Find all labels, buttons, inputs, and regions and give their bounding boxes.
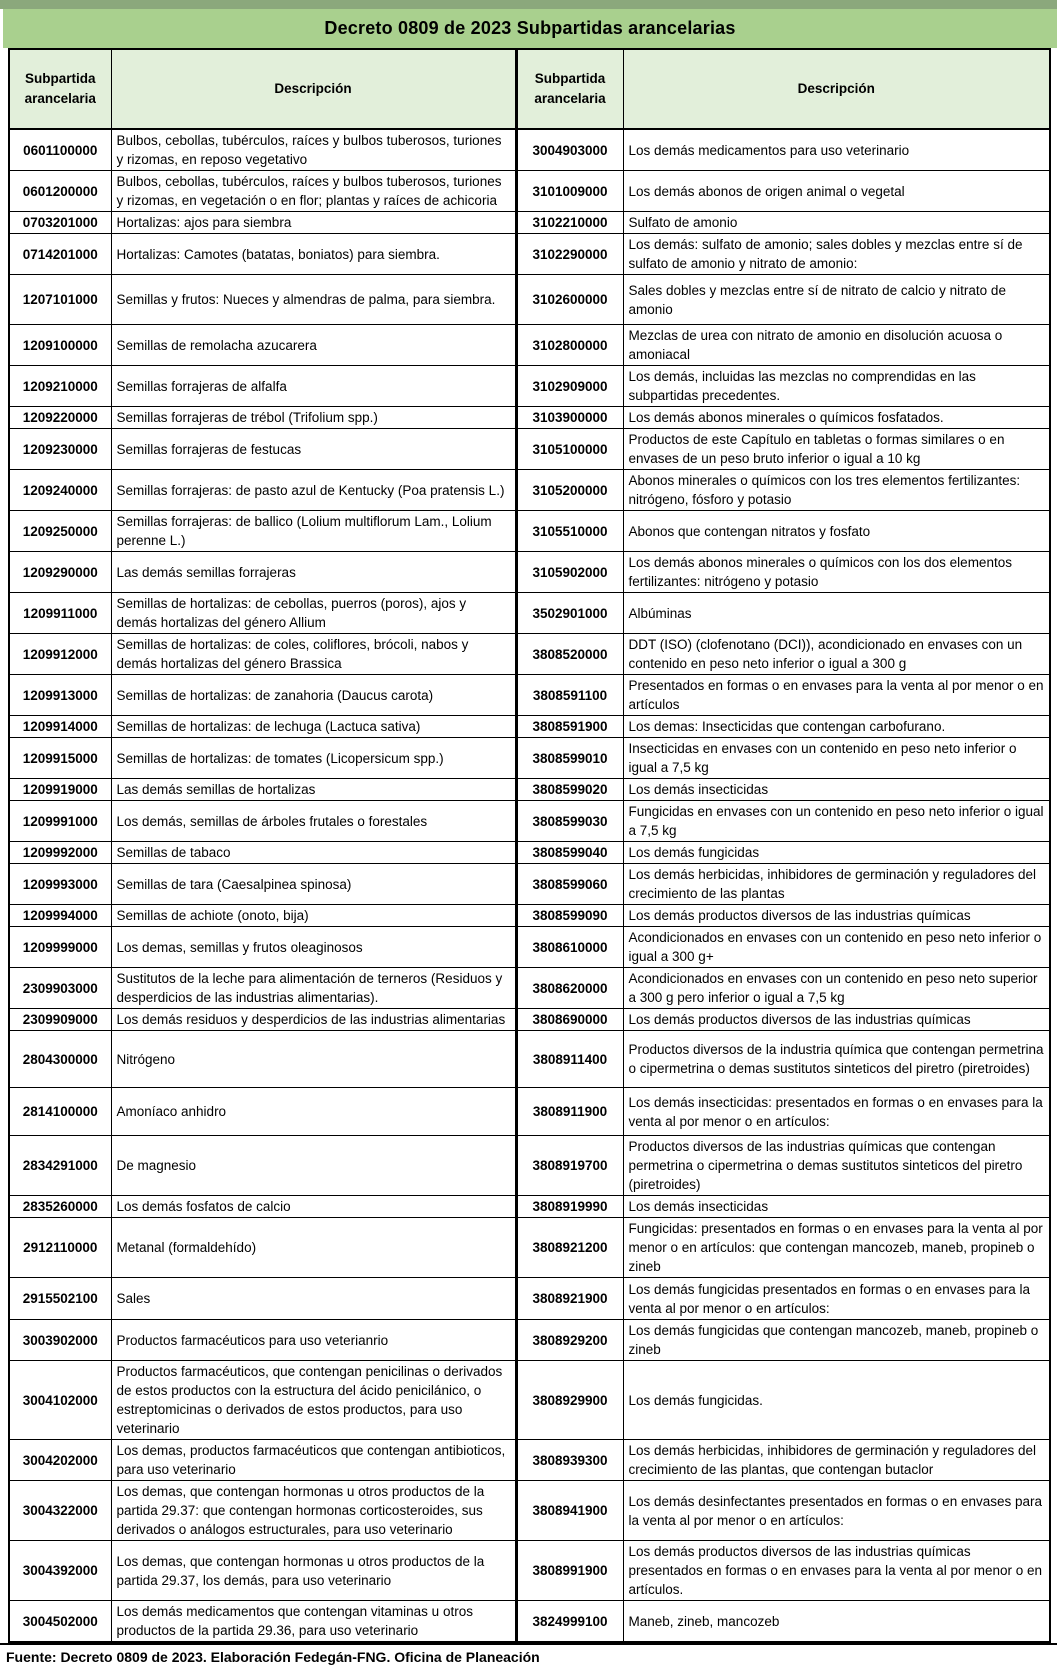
code-cell-left: 1209914000 bbox=[9, 716, 111, 738]
code-cell-left: 1209993000 bbox=[9, 864, 111, 905]
desc-cell-left: Productos farmacéuticos, que contengan penicilinas o derivados de estos productos con la estructura del ácido penicilánico, o estreptomicinas o derivados de estos productos, para uso veterinario bbox=[111, 1361, 516, 1440]
table-row bbox=[9, 1361, 1050, 1440]
code-cell-right: 3824999100 bbox=[516, 1601, 623, 1643]
code-cell-left: 2309903000 bbox=[9, 968, 111, 1009]
desc-cell-left: Semillas forrajeras de alfalfa bbox=[111, 366, 516, 407]
column-header-desc-left: Descripción bbox=[111, 49, 516, 129]
code-cell-right: 3102210000 bbox=[516, 212, 623, 234]
code-cell-right: 3105510000 bbox=[516, 511, 623, 552]
table-row bbox=[9, 275, 1050, 325]
code-cell-right: 3808599030 bbox=[516, 801, 623, 842]
table-row bbox=[9, 1440, 1050, 1481]
table-row bbox=[9, 366, 1050, 407]
table-row bbox=[9, 1320, 1050, 1361]
code-cell-right: 3808919700 bbox=[516, 1136, 623, 1196]
code-cell-right: 3808520000 bbox=[516, 634, 623, 675]
code-cell-left: 3004102000 bbox=[9, 1361, 111, 1440]
code-cell-right: 3808929900 bbox=[516, 1361, 623, 1440]
code-cell-right: 3808610000 bbox=[516, 927, 623, 968]
table-row bbox=[9, 1278, 1050, 1320]
desc-cell-left: Semillas de hortalizas: de tomates (Licopersicum spp.) bbox=[111, 738, 516, 779]
code-cell-left: 2309909000 bbox=[9, 1009, 111, 1031]
desc-cell-right: Los demás insecticidas: presentados en formas o en envases para la venta al por menor o en artículos: bbox=[623, 1088, 1050, 1136]
desc-cell-right: Productos diversos de las industrias químicas que contengan permetrina o cipermetrina o demas sustitutos sinteticos del piretro (piretroides) bbox=[623, 1136, 1050, 1196]
table-row bbox=[9, 968, 1050, 1009]
code-cell-right: 3808921900 bbox=[516, 1278, 623, 1320]
desc-cell-left: Los demas, que contengan hormonas u otros productos de la partida 29.37, los demás, para uso veterinario bbox=[111, 1541, 516, 1601]
desc-cell-left: Amoníaco anhidro bbox=[111, 1088, 516, 1136]
desc-cell-right: Los demás productos diversos de las industrias químicas presentados en formas o en envases para la venta al por menor o en artículos. bbox=[623, 1541, 1050, 1601]
code-cell-right: 3808591100 bbox=[516, 675, 623, 716]
code-cell-left: 2814100000 bbox=[9, 1088, 111, 1136]
code-cell-left: 0703201000 bbox=[9, 212, 111, 234]
code-cell-right: 3808911900 bbox=[516, 1088, 623, 1136]
desc-cell-right: Los demás: sulfato de amonio; sales dobles y mezclas entre sí de sulfato de amonio y nitrato de amonio: bbox=[623, 234, 1050, 275]
code-cell-right: 3808690000 bbox=[516, 1009, 623, 1031]
desc-cell-left: Sustitutos de la leche para alimentación de terneros (Residuos y desperdicios de las industrias alimentarias). bbox=[111, 968, 516, 1009]
desc-cell-left: Hortalizas: Camotes (batatas, boniatos) para siembra. bbox=[111, 234, 516, 275]
desc-cell-right: Los demás desinfectantes presentados en formas o en envases para la venta al por menor o en artículos: bbox=[623, 1481, 1050, 1541]
desc-cell-right: Los demás fungicidas bbox=[623, 842, 1050, 864]
desc-cell-right: Fungicidas: presentados en formas o en envases para la venta al por menor o en artículos: que contengan mancozeb, maneb, propineb o zineb bbox=[623, 1218, 1050, 1278]
table-row bbox=[9, 511, 1050, 552]
desc-cell-left: Semillas de hortalizas: de zanahoria (Daucus carota) bbox=[111, 675, 516, 716]
code-cell-left: 2915502100 bbox=[9, 1278, 111, 1320]
code-cell-right: 3808620000 bbox=[516, 968, 623, 1009]
desc-cell-right: Acondicionados en envases con un contenido en peso neto superior a 300 g pero inferior o igual a 7,5 kg bbox=[623, 968, 1050, 1009]
desc-cell-right: Los demás fungicidas que contengan mancozeb, maneb, propineb o zineb bbox=[623, 1320, 1050, 1361]
code-cell-right: 3102290000 bbox=[516, 234, 623, 275]
table-row bbox=[9, 1196, 1050, 1218]
desc-cell-left: Metanal (formaldehído) bbox=[111, 1218, 516, 1278]
code-cell-left: 3004392000 bbox=[9, 1541, 111, 1601]
desc-cell-right: Los demás herbicidas, inhibidores de germinación y reguladores del crecimiento de las plantas bbox=[623, 864, 1050, 905]
code-cell-left: 3003902000 bbox=[9, 1320, 111, 1361]
code-cell-left: 1209913000 bbox=[9, 675, 111, 716]
desc-cell-right: DDT (ISO) (clofenotano (DCI)), acondicionado en envases con un contenido en peso neto inferior o igual a 300 g bbox=[623, 634, 1050, 675]
code-cell-left: 2912110000 bbox=[9, 1218, 111, 1278]
desc-cell-left: Productos farmacéuticos para uso veterianrio bbox=[111, 1320, 516, 1361]
page-title: Decreto 0809 de 2023 Subpartidas arancelarias bbox=[3, 9, 1057, 48]
desc-cell-left: Semillas de hortalizas: de coles, coliflores, brócoli, nabos y demás hortalizas del género Brassica bbox=[111, 634, 516, 675]
table-row bbox=[9, 801, 1050, 842]
table-row bbox=[9, 325, 1050, 366]
desc-cell-right: Abonos que contengan nitratos y fosfato bbox=[623, 511, 1050, 552]
code-cell-left: 3004502000 bbox=[9, 1601, 111, 1643]
desc-cell-right: Los demás herbicidas, inhibidores de germinación y reguladores del crecimiento de las plantas, que contengan butaclor bbox=[623, 1440, 1050, 1481]
table-row bbox=[9, 171, 1050, 212]
table-row bbox=[9, 779, 1050, 801]
desc-cell-left: Semillas de tabaco bbox=[111, 842, 516, 864]
code-cell-right: 3102909000 bbox=[516, 366, 623, 407]
code-cell-left: 2804300000 bbox=[9, 1031, 111, 1088]
code-cell-left: 0601100000 bbox=[9, 129, 111, 171]
table-row bbox=[9, 1481, 1050, 1541]
desc-cell-right: Los demás abonos minerales o químicos con los dos elementos fertilizantes: nitrógeno y potasio bbox=[623, 552, 1050, 593]
code-cell-left: 1209210000 bbox=[9, 366, 111, 407]
code-cell-right: 3808991900 bbox=[516, 1541, 623, 1601]
table-row bbox=[9, 927, 1050, 968]
desc-cell-left: Bulbos, cebollas, tubérculos, raíces y bulbos tuberosos, turiones y rizomas, en vegetación o en flor; plantas y raíces de achicoria bbox=[111, 171, 516, 212]
desc-cell-right: Acondicionados en envases con un contenido en peso neto inferior o igual a 300 g+ bbox=[623, 927, 1050, 968]
code-cell-left: 1209230000 bbox=[9, 429, 111, 470]
desc-cell-left: Semillas forrajeras de trébol (Trifolium spp.) bbox=[111, 407, 516, 429]
code-cell-right: 3808929200 bbox=[516, 1320, 623, 1361]
desc-cell-right: Insecticidas en envases con un contenido en peso neto inferior o igual a 7,5 kg bbox=[623, 738, 1050, 779]
desc-cell-left: Bulbos, cebollas, tubérculos, raíces y bulbos tuberosos, turiones y rizomas, en reposo vegetativo bbox=[111, 129, 516, 171]
code-cell-right: 3101009000 bbox=[516, 171, 623, 212]
code-cell-right: 3808599060 bbox=[516, 864, 623, 905]
code-cell-left: 1209250000 bbox=[9, 511, 111, 552]
code-cell-right: 3105100000 bbox=[516, 429, 623, 470]
table-row bbox=[9, 1136, 1050, 1196]
table-row bbox=[9, 407, 1050, 429]
desc-cell-right: Los demás insecticidas bbox=[623, 779, 1050, 801]
desc-cell-right: Los demás productos diversos de las industrias químicas bbox=[623, 1009, 1050, 1031]
code-cell-left: 3004322000 bbox=[9, 1481, 111, 1541]
table-row bbox=[9, 738, 1050, 779]
desc-cell-right: Los demás fungicidas presentados en formas o en envases para la venta al por menor o en artículos: bbox=[623, 1278, 1050, 1320]
code-cell-left: 2834291000 bbox=[9, 1136, 111, 1196]
code-cell-right: 3502901000 bbox=[516, 593, 623, 634]
desc-cell-left: Los demás medicamentos que contengan vitaminas u otros productos de la partida 29.36, para uso veterinario bbox=[111, 1601, 516, 1643]
header-row bbox=[9, 49, 1050, 129]
table-row bbox=[9, 429, 1050, 470]
desc-cell-right: Los demás medicamentos para uso veterinario bbox=[623, 129, 1050, 171]
desc-cell-right: Presentados en formas o en envases para la venta al por menor o en artículos bbox=[623, 675, 1050, 716]
code-cell-right: 3102800000 bbox=[516, 325, 623, 366]
table-row bbox=[9, 675, 1050, 716]
code-cell-right: 3004903000 bbox=[516, 129, 623, 171]
desc-cell-left: Semillas forrajeras: de ballico (Lolium multiflorum Lam., Lolium perenne L.) bbox=[111, 511, 516, 552]
code-cell-right: 3808921200 bbox=[516, 1218, 623, 1278]
table-row bbox=[9, 864, 1050, 905]
desc-cell-left: Las demás semillas forrajeras bbox=[111, 552, 516, 593]
code-cell-right: 3808911400 bbox=[516, 1031, 623, 1088]
code-cell-left: 1209994000 bbox=[9, 905, 111, 927]
desc-cell-left: Los demás fosfatos de calcio bbox=[111, 1196, 516, 1218]
code-cell-left: 1209100000 bbox=[9, 325, 111, 366]
code-cell-left: 1209919000 bbox=[9, 779, 111, 801]
desc-cell-right: Los demás, incluidas las mezclas no comprendidas en las subpartidas precedentes. bbox=[623, 366, 1050, 407]
desc-cell-left: Los demás residuos y desperdicios de las industrias alimentarias bbox=[111, 1009, 516, 1031]
top-green-strip bbox=[0, 0, 1057, 9]
desc-cell-right: Los demás abonos de origen animal o vegetal bbox=[623, 171, 1050, 212]
desc-cell-left: Semillas forrajeras: de pasto azul de Kentucky (Poa pratensis L.) bbox=[111, 470, 516, 511]
column-header-desc-right: Descripción bbox=[623, 49, 1050, 129]
code-cell-left: 0601200000 bbox=[9, 171, 111, 212]
table-header bbox=[9, 49, 1050, 129]
code-cell-right: 3105902000 bbox=[516, 552, 623, 593]
table-row bbox=[9, 212, 1050, 234]
desc-cell-left: Semillas de achiote (onoto, bija) bbox=[111, 905, 516, 927]
table-row bbox=[9, 470, 1050, 511]
desc-cell-left: De magnesio bbox=[111, 1136, 516, 1196]
code-cell-right: 3102600000 bbox=[516, 275, 623, 325]
code-cell-left: 1209915000 bbox=[9, 738, 111, 779]
table-row bbox=[9, 1601, 1050, 1643]
desc-cell-right: Sales dobles y mezclas entre sí de nitrato de calcio y nitrato de amonio bbox=[623, 275, 1050, 325]
table-row bbox=[9, 716, 1050, 738]
code-cell-right: 3808599010 bbox=[516, 738, 623, 779]
column-header-code-left: Subpartida arancelaria bbox=[9, 49, 111, 129]
desc-cell-right: Los demás insecticidas bbox=[623, 1196, 1050, 1218]
code-cell-right: 3808919990 bbox=[516, 1196, 623, 1218]
table-row bbox=[9, 552, 1050, 593]
desc-cell-right: Mezclas de urea con nitrato de amonio en disolución acuosa o amoniacal bbox=[623, 325, 1050, 366]
desc-cell-left: Hortalizas: ajos para siembra bbox=[111, 212, 516, 234]
code-cell-right: 3808939300 bbox=[516, 1440, 623, 1481]
table-row bbox=[9, 634, 1050, 675]
code-cell-right: 3808591900 bbox=[516, 716, 623, 738]
code-cell-left: 1209290000 bbox=[9, 552, 111, 593]
code-cell-right: 3105200000 bbox=[516, 470, 623, 511]
code-cell-left: 0714201000 bbox=[9, 234, 111, 275]
desc-cell-left: Los demas, productos farmacéuticos que contengan antibioticos, para uso veterinario bbox=[111, 1440, 516, 1481]
table-row bbox=[9, 1541, 1050, 1601]
desc-cell-left: Semillas de hortalizas: de cebollas, puerros (poros), ajos y demás hortalizas del género Allium bbox=[111, 593, 516, 634]
column-header-code-right: Subpartida arancelaria bbox=[516, 49, 623, 129]
desc-cell-right: Productos de este Capítulo en tabletas o formas similares o en envases de un peso bruto inferior o igual a 10 kg bbox=[623, 429, 1050, 470]
table-body bbox=[9, 129, 1050, 1642]
desc-cell-right: Los demás fungicidas. bbox=[623, 1361, 1050, 1440]
code-cell-right: 3808599040 bbox=[516, 842, 623, 864]
desc-cell-left: Semillas de hortalizas: de lechuga (Lactuca sativa) bbox=[111, 716, 516, 738]
code-cell-left: 2835260000 bbox=[9, 1196, 111, 1218]
desc-cell-right: Abonos minerales o químicos con los tres elementos fertilizantes: nitrógeno, fósforo y potasio bbox=[623, 470, 1050, 511]
table-row bbox=[9, 234, 1050, 275]
desc-cell-right: Albúminas bbox=[623, 593, 1050, 634]
table-row bbox=[9, 842, 1050, 864]
desc-cell-right: Los demás productos diversos de las industrias químicas bbox=[623, 905, 1050, 927]
desc-cell-right: Fungicidas en envases con un contenido en peso neto inferior o igual a 7,5 kg bbox=[623, 801, 1050, 842]
code-cell-left: 1209999000 bbox=[9, 927, 111, 968]
code-cell-left: 1209912000 bbox=[9, 634, 111, 675]
code-cell-right: 3808599020 bbox=[516, 779, 623, 801]
desc-cell-left: Sales bbox=[111, 1278, 516, 1320]
code-cell-left: 3004202000 bbox=[9, 1440, 111, 1481]
desc-cell-left: Las demás semillas de hortalizas bbox=[111, 779, 516, 801]
code-cell-right: 3103900000 bbox=[516, 407, 623, 429]
desc-cell-right: Los demas: Insecticidas que contengan carbofurano. bbox=[623, 716, 1050, 738]
table-row bbox=[9, 1031, 1050, 1088]
code-cell-right: 3808599090 bbox=[516, 905, 623, 927]
desc-cell-right: Maneb, zineb, mancozeb bbox=[623, 1601, 1050, 1643]
table-row bbox=[9, 593, 1050, 634]
desc-cell-left: Semillas y frutos: Nueces y almendras de palma, para siembra. bbox=[111, 275, 516, 325]
source-note: Fuente: Decreto 0809 de 2023. Elaboración Fedegán-FNG. Oficina de Planeación bbox=[0, 1643, 1057, 1675]
desc-cell-left: Los demas, semillas y frutos oleaginosos bbox=[111, 927, 516, 968]
desc-cell-left: Los demas, que contengan hormonas u otros productos de la partida 29.37: que contengan hormonas corticosteroides, sus derivados o análogos estructurales, para uso veterinario bbox=[111, 1481, 516, 1541]
table-row bbox=[9, 905, 1050, 927]
desc-cell-right: Los demás abonos minerales o químicos fosfatados. bbox=[623, 407, 1050, 429]
code-cell-left: 1209991000 bbox=[9, 801, 111, 842]
table-row bbox=[9, 1088, 1050, 1136]
desc-cell-left: Nitrógeno bbox=[111, 1031, 516, 1088]
code-cell-left: 1209992000 bbox=[9, 842, 111, 864]
desc-cell-left: Semillas de remolacha azucarera bbox=[111, 325, 516, 366]
table-row bbox=[9, 1009, 1050, 1031]
code-cell-left: 1207101000 bbox=[9, 275, 111, 325]
desc-cell-right: Sulfato de amonio bbox=[623, 212, 1050, 234]
desc-cell-left: Los demás, semillas de árboles frutales o forestales bbox=[111, 801, 516, 842]
desc-cell-left: Semillas de tara (Caesalpinea spinosa) bbox=[111, 864, 516, 905]
tariff-table bbox=[8, 48, 1051, 1643]
table-row bbox=[9, 1218, 1050, 1278]
code-cell-right: 3808941900 bbox=[516, 1481, 623, 1541]
desc-cell-right: Productos diversos de la industria química que contengan permetrina o cipermetrina o demas sustitutos sinteticos del piretro (piretroides) bbox=[623, 1031, 1050, 1088]
desc-cell-left: Semillas forrajeras de festucas bbox=[111, 429, 516, 470]
code-cell-left: 1209240000 bbox=[9, 470, 111, 511]
code-cell-left: 1209911000 bbox=[9, 593, 111, 634]
table-row bbox=[9, 129, 1050, 171]
code-cell-left: 1209220000 bbox=[9, 407, 111, 429]
